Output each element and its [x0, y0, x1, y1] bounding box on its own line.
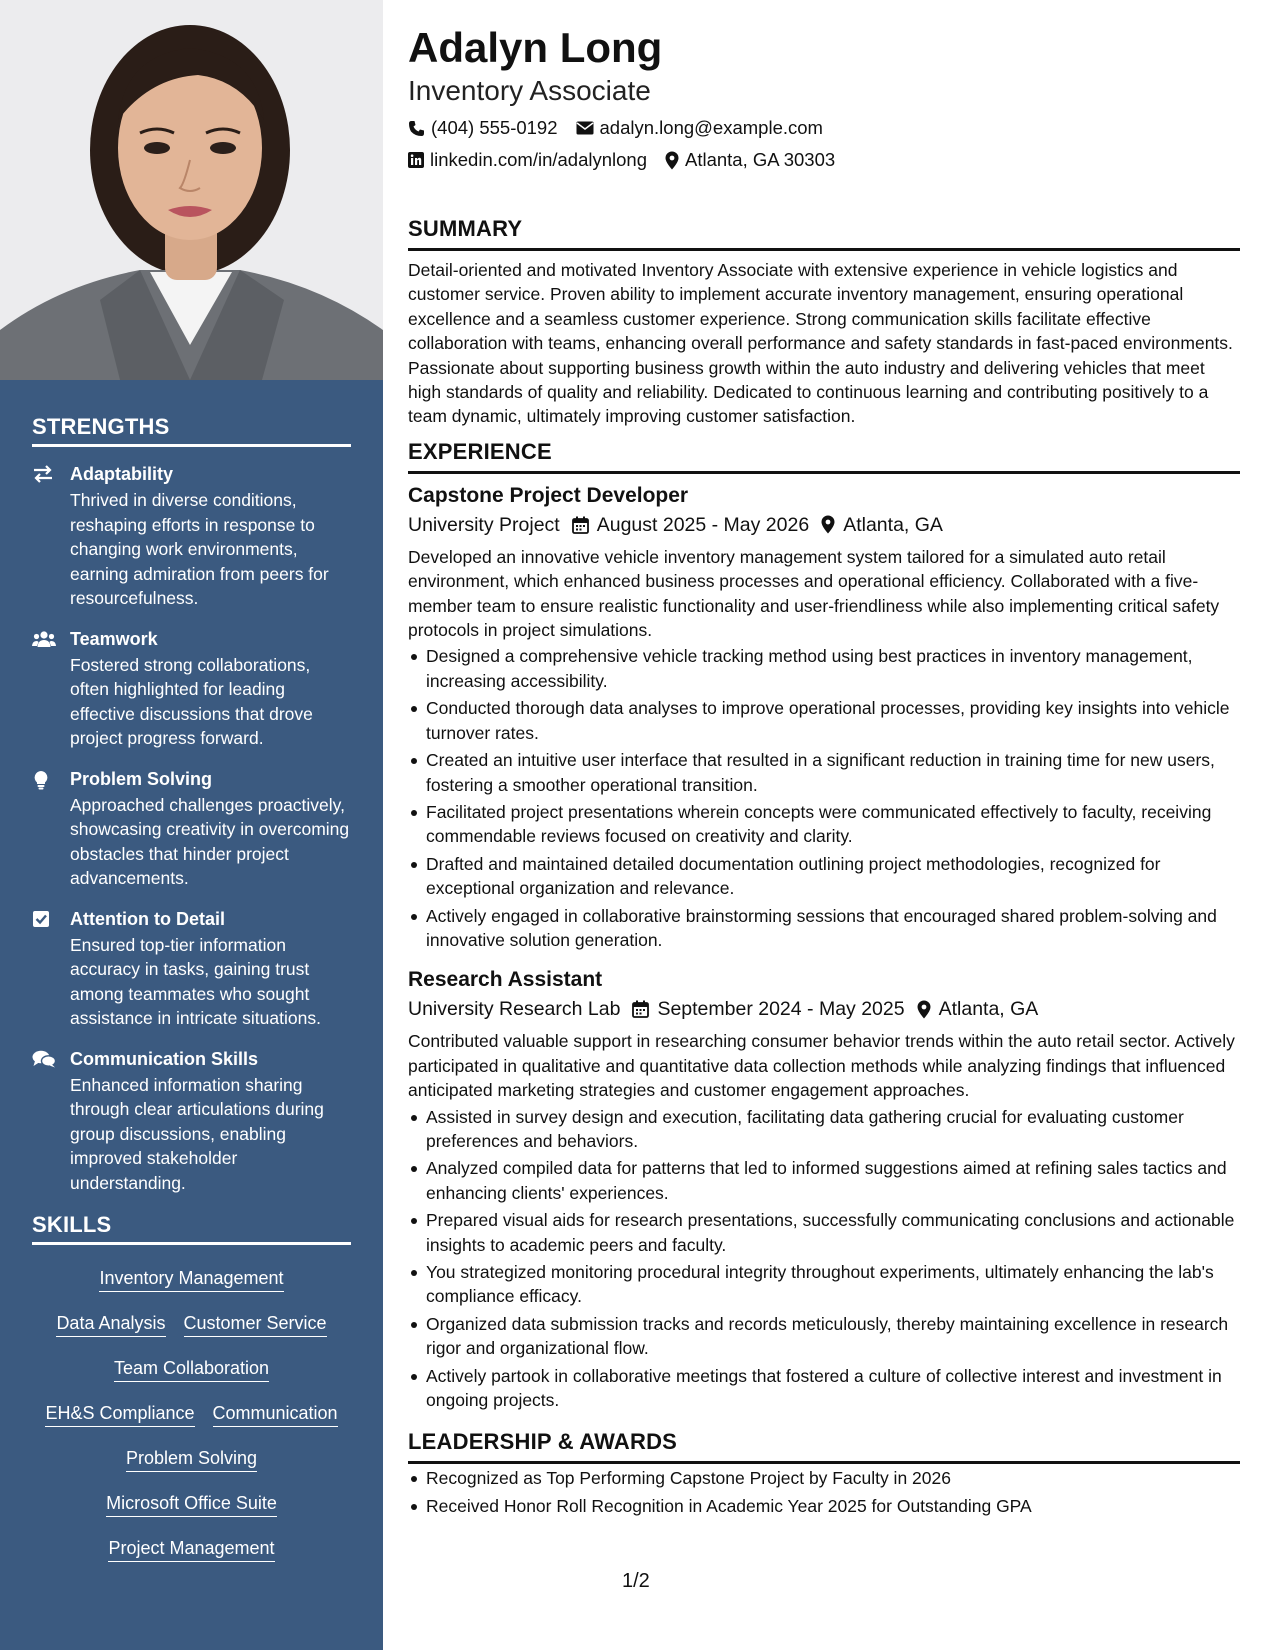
skill-tag: Data Analysis [56, 1313, 165, 1337]
skills-heading: SKILLS [32, 1212, 351, 1245]
list-item: Designed a comprehensive vehicle tracking method using best practices in inventory management, increasing accessibility. [408, 644, 1240, 693]
list-item: Created an intuitive user interface that resulted in a significant reduction in training time for new users, fostering a smoother operational transition. [408, 748, 1240, 797]
job-description: Contributed valuable support in researching consumer behavior trends within the auto retail sector. Actively participated in qualitative and quantitative data collection methods while analyzing findings that influenced anticipated marketing strategies and customer engagement approaches. [408, 1031, 1235, 1101]
job-meta [408, 510, 1240, 540]
experience-heading: EXPERIENCE [408, 439, 1240, 474]
strength-title: Communication Skills [70, 1048, 259, 1069]
strength-title: Teamwork [70, 628, 158, 649]
candidate-title: Inventory Associate [408, 75, 651, 106]
strength-item [32, 768, 351, 891]
phone-icon [408, 120, 425, 137]
job-bullets [408, 1105, 1240, 1413]
list-item: Actively partook in collaborative meetings that fostered a culture of collective interest and investment in ongoing projects. [408, 1364, 1240, 1413]
list-item: Conducted thorough data analyses to improve operational processes, providing key insights into vehicle turnover rates. [408, 696, 1240, 745]
phone-contact [408, 112, 558, 144]
job-entry [408, 482, 1240, 953]
sidebar [0, 0, 383, 1650]
job-dates-text: September 2024 - May 2025 [657, 998, 905, 1021]
users-icon [32, 628, 70, 751]
calendar-icon [572, 516, 589, 534]
linkedin-icon [408, 152, 424, 168]
skill-tag: Inventory Management [99, 1268, 283, 1292]
contact-line [408, 112, 1240, 144]
strengths-heading: STRENGTHS [32, 414, 351, 447]
map-pin-icon [917, 1000, 931, 1019]
candidate-name: Adalyn Long [408, 24, 663, 71]
job-bullets [408, 644, 1240, 952]
list-item: Received Honor Roll Recognition in Academic Year 2025 for Outstanding GPA [408, 1494, 1240, 1518]
awards-heading: LEADERSHIP & AWARDS [408, 1429, 1240, 1464]
list-item: Recognized as Top Performing Capstone Project by Faculty in 2026 [408, 1466, 1240, 1490]
skill-tag: EH&S Compliance [45, 1403, 194, 1427]
strength-title: Adaptability [70, 464, 174, 484]
strength-description: Thrived in diverse conditions, reshaping efforts in response to changing work environments, earning admiration from peers for resourcefulness. [70, 490, 329, 608]
list-item: Organized data submission tracks and records meticulously, thereby maintaining excellence in research rigor and organizational flow. [408, 1312, 1240, 1361]
map-pin-icon [821, 515, 835, 534]
linkedin-url[interactable]: linkedin.com/in/adalynlong [430, 149, 647, 170]
job-organization: University Research Lab [408, 998, 621, 1021]
skill-tag: Problem Solving [126, 1448, 257, 1472]
calendar-icon [632, 1000, 649, 1018]
linkedin-contact[interactable] [408, 144, 647, 176]
summary-heading: SUMMARY [408, 216, 1240, 251]
job-description: Developed an innovative vehicle inventory management system tailored for a simulated auto retail environment, which enhanced business processes and operational efficiency. Collaborated with a five-member team to ensure realistic functionality and user-friendliness while also implementing critical safety protocols in project simulations. [408, 546, 1220, 641]
job-location [917, 994, 1039, 1024]
strength-item [32, 463, 351, 611]
job-location [821, 510, 943, 540]
main-content [408, 22, 1240, 1521]
skill-tag: Microsoft Office Suite [106, 1493, 277, 1517]
location-text: Atlanta, GA 30303 [685, 149, 836, 170]
job-dates [572, 510, 809, 540]
email-address[interactable]: adalyn.long@example.com [599, 117, 823, 138]
chat-bubbles-icon [32, 1048, 70, 1196]
job-location-text: Atlanta, GA [843, 513, 943, 536]
job-title: Research Assistant [408, 968, 603, 992]
job-meta [408, 994, 1240, 1024]
job-location-text: Atlanta, GA [938, 998, 1039, 1021]
location-contact [665, 144, 835, 176]
phone-number: (404) 555-0192 [431, 117, 558, 138]
email-contact[interactable] [576, 112, 823, 144]
strength-item [32, 908, 351, 1031]
strength-description: Fostered strong collaborations, often highlighted for leading effective discussions that drove project progress forward. [70, 654, 313, 748]
list-item: Assisted in survey design and execution, facilitating data gathering crucial for evaluating customer preferences and behaviors. [408, 1105, 1240, 1154]
page-number: 1/2 [622, 1570, 650, 1592]
job-dates-text: August 2025 - May 2026 [596, 513, 810, 536]
skill-tag: Customer Service [184, 1313, 327, 1337]
strength-description: Approached challenges proactively, showcasing creativity in overcoming obstacles that hinder project advancements. [70, 794, 350, 888]
sidebar-content [32, 380, 351, 1572]
portrait-illustration [0, 0, 383, 380]
list-item: Facilitated project presentations wherein concepts were communicated effectively to faculty, receiving commendable reviews focused on creativity and clarity. [408, 800, 1240, 849]
envelope-icon [576, 121, 594, 135]
strength-description: Enhanced information sharing through clear articulations during group discussions, enabling improved stakeholder understanding. [70, 1074, 324, 1193]
job-title: Capstone Project Developer [408, 483, 689, 507]
strengths-list [32, 463, 351, 1195]
strength-title: Attention to Detail [70, 908, 225, 929]
job-dates [632, 994, 904, 1024]
check-square-icon [32, 908, 70, 1031]
job-entry [408, 966, 1240, 1412]
arrows-exchange-icon [32, 463, 70, 611]
map-pin-icon [665, 151, 679, 170]
lightbulb-icon [32, 768, 70, 891]
skill-tag: Project Management [108, 1538, 274, 1562]
skills-list [32, 1257, 351, 1572]
list-item: Actively engaged in collaborative brainstorming sessions that encouraged shared problem-solving and innovative solution generation. [408, 904, 1240, 953]
list-item: Drafted and maintained detailed documentation outlining project methodologies, recognized for exceptional organization and relevance. [408, 852, 1240, 901]
skill-tag: Team Collaboration [114, 1358, 269, 1382]
list-item: Analyzed compiled data for patterns that led to informed suggestions aimed at refining sales tactics and enhancing clients' experiences. [408, 1156, 1240, 1205]
summary-text: Detail-oriented and motivated Inventory Associate with extensive experience in vehicle logistics and customer service. Proven ability to implement accurate inventory management, ensuring operational excellence and a seamless customer experience. Strong communication skills facilitate effective collaboration with teams, enhancing overall performance and safety standards in fast-paced environments. Passionate about supporting business growth within the auto industry and delivering vehicles that meet high standards of quality and reliability. Dedicated to continuous learning and contributing positively to a team dynamic, ultimately improving customer satisfaction. [408, 260, 1233, 427]
list-item: Prepared visual aids for research presentations, successfully communicating conclusions and actionable insights to academic peers and faculty. [408, 1208, 1240, 1257]
list-item: You strategized monitoring procedural integrity throughout experiments, ultimately enhancing the lab's compliance efficacy. [408, 1260, 1240, 1309]
strength-item [32, 1048, 351, 1196]
job-organization: University Project [408, 513, 560, 536]
skill-tag: Communication [213, 1403, 338, 1427]
strength-description: Ensured top-tier information accuracy in tasks, gaining trust among teammates who sought assistance in intricate situations. [70, 934, 321, 1028]
strength-item [32, 628, 351, 751]
contact-line [408, 144, 1240, 176]
strength-title: Problem Solving [70, 768, 213, 789]
avatar [0, 0, 383, 380]
awards-list [408, 1466, 1240, 1518]
